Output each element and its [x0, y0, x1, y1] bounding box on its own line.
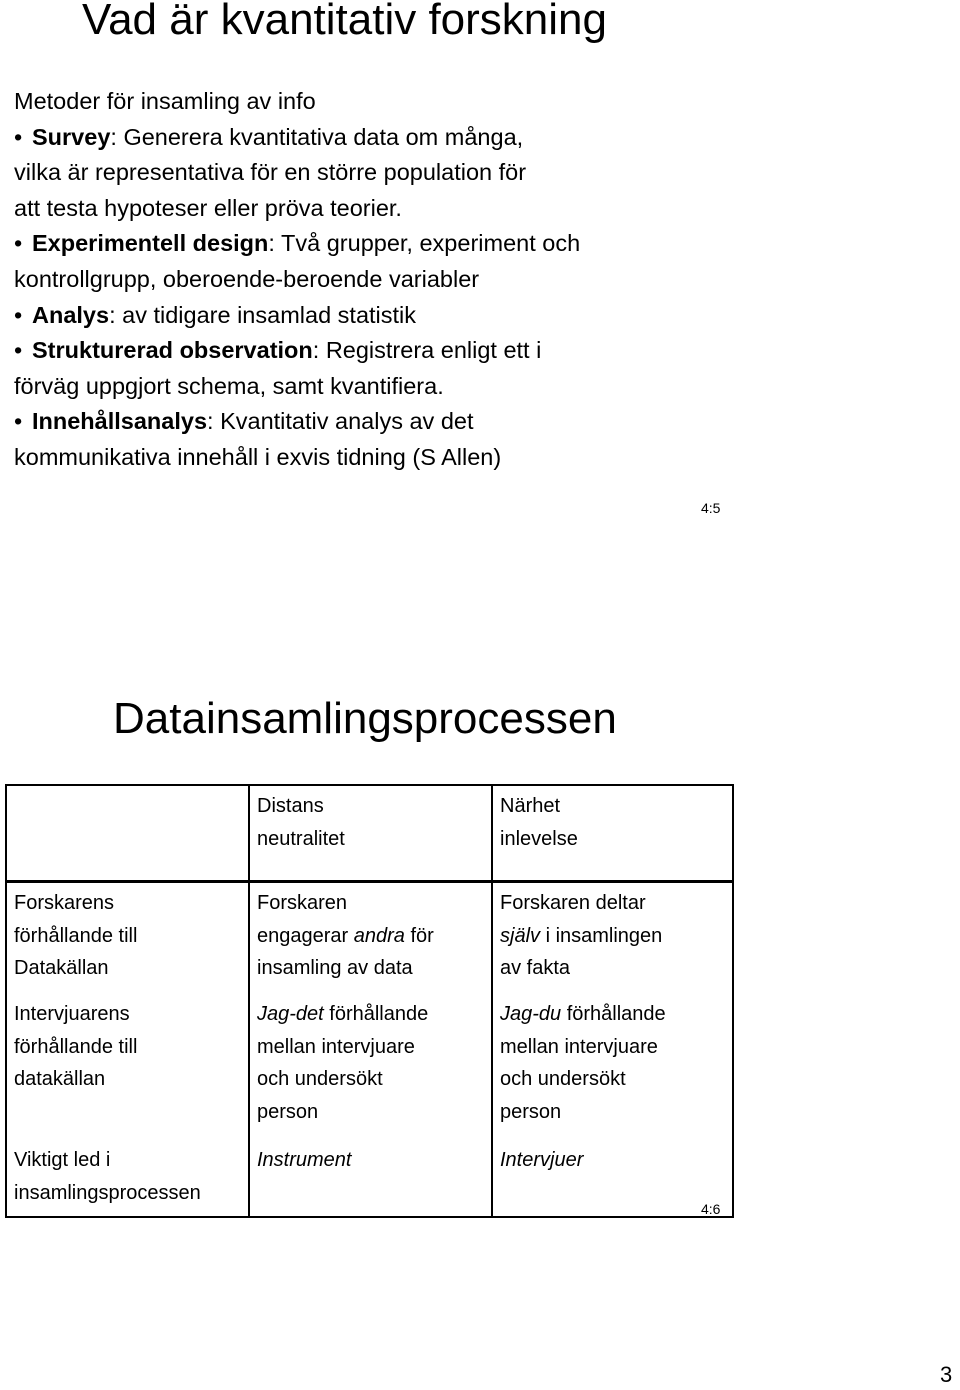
table-row: [6, 882, 733, 995]
cell-text: person: [257, 1100, 319, 1123]
bullet-text: : av tidigare insamlad statistik: [109, 301, 417, 328]
bullet-icon: •: [14, 408, 23, 435]
cell-line: [257, 1063, 485, 1096]
cell-closeness: [492, 994, 733, 1140]
bullet-term: Experimentell design: [32, 230, 269, 257]
cell-text: Forskaren deltar: [500, 892, 646, 914]
cell-text: mellan intervjuare: [500, 1035, 658, 1058]
bullet-item: [14, 120, 714, 156]
bullet-item: [14, 298, 714, 334]
row-label-line: Forskarens: [14, 892, 115, 914]
cell-line: [500, 1144, 726, 1177]
cell-distance: [249, 1140, 492, 1217]
cell-text: av fakta: [500, 957, 571, 979]
row-label-line: förhållande till: [14, 1035, 138, 1058]
bullet-term: Strukturerad observation: [32, 337, 313, 364]
cell-line: [500, 1063, 726, 1096]
cell-line: [257, 952, 485, 985]
cell-line: [257, 920, 485, 953]
bullet-icon: •: [14, 230, 23, 257]
bullet-list: [14, 120, 714, 476]
table-row: [6, 1140, 733, 1217]
cell-emphasis: själv: [500, 924, 541, 947]
cell-emphasis: Jag-du: [500, 1003, 562, 1026]
cell-emphasis: Intervjuer: [500, 1149, 584, 1172]
cell-line: [500, 887, 726, 920]
cell-line: [257, 1031, 485, 1064]
cell-text: engagerar: [257, 924, 354, 947]
row-label: [6, 882, 249, 995]
cell-text: person: [500, 1100, 562, 1123]
bullet-item: [14, 404, 714, 440]
bullet-continuation: kommunikativa innehåll i exvis tidning (S Allen): [14, 443, 502, 470]
cell-text: förhållande: [323, 1003, 429, 1026]
slide-title-2: Datainsamlingsprocessen: [113, 694, 617, 743]
row-label-line: Viktigt led i: [14, 1149, 111, 1172]
bullet-continuation: vilka är representativa för en större population för: [14, 159, 527, 186]
bullet-text: : Registrera enligt ett i: [312, 337, 542, 364]
cell-text: för: [404, 924, 434, 947]
cell-text: insamling av data: [257, 957, 413, 979]
header-empty-cell: [6, 785, 249, 882]
bullet-continuation: förväg uppgjort schema, samt kvantifiera.: [14, 372, 444, 399]
bullet-item: [14, 226, 714, 262]
header-closeness: Närhet inlevelse: [492, 785, 733, 882]
bullet-icon: •: [14, 301, 23, 328]
row-label-line: Intervjuarens: [14, 1003, 130, 1026]
row-label-line: insamlingsprocessen: [14, 1181, 201, 1204]
bullet-term: Survey: [32, 123, 111, 150]
bullet-item: [14, 333, 714, 369]
bullet-term: Analys: [32, 301, 110, 328]
slide-number-2: 4:6: [701, 1201, 721, 1217]
slide-body: [14, 84, 714, 476]
cell-line: [257, 887, 485, 920]
cell-text: förhållande: [561, 1003, 666, 1026]
row-label: [6, 1140, 249, 1217]
cell-emphasis: andra: [353, 924, 405, 947]
cell-line: [500, 1031, 726, 1064]
bullet-text: : Två grupper, experiment och: [268, 230, 581, 257]
cell-text: mellan intervjuare: [257, 1035, 415, 1058]
cell-line: [500, 920, 726, 953]
bullet-continuation: kontrollgrupp, oberoende-beroende variabler: [14, 265, 480, 292]
cell-distance: [249, 882, 492, 995]
cell-text: Forskaren: [257, 892, 348, 914]
header-distance: Distans neutralitet: [249, 785, 492, 882]
bullet-icon: •: [14, 123, 23, 150]
cell-closeness: [492, 882, 733, 995]
cell-distance: [249, 994, 492, 1140]
cell-text: och undersökt: [500, 1068, 626, 1091]
row-label-line: Datakällan: [14, 957, 109, 979]
table-header-row: [6, 785, 733, 882]
slide-number: 4:5: [701, 500, 721, 516]
row-label-line: datakällan: [14, 1068, 106, 1091]
cell-line: [500, 1096, 726, 1129]
bullet-continuation: att testa hypoteser eller pröva teorier.: [14, 194, 402, 221]
cell-line: [257, 998, 485, 1031]
bullet-icon: •: [14, 337, 23, 364]
cell-line: [500, 998, 726, 1031]
cell-line: [257, 1144, 485, 1177]
cell-line: [500, 952, 726, 985]
table-row: [6, 994, 733, 1140]
row-label: [6, 994, 249, 1140]
row-label-line: förhållande till: [14, 924, 138, 947]
process-table: [5, 784, 734, 1218]
bullet-term: Innehållsanalys: [32, 408, 208, 435]
cell-line: [257, 1096, 485, 1129]
page-number: 3: [940, 1362, 953, 1387]
bullet-text: : Kvantitativ analys av det: [207, 408, 474, 435]
intro-text: Metoder för insamling av info: [14, 88, 316, 114]
slide-title: Vad är kvantitativ forskning: [82, 0, 607, 44]
bullet-text: : Generera kvantitativa data om många,: [110, 123, 524, 150]
cell-text: och undersökt: [257, 1068, 383, 1091]
cell-closeness: [492, 1140, 733, 1217]
cell-emphasis: Jag-det: [257, 1003, 324, 1026]
cell-text: i insamlingen: [540, 924, 663, 947]
cell-emphasis: Instrument: [257, 1149, 352, 1172]
